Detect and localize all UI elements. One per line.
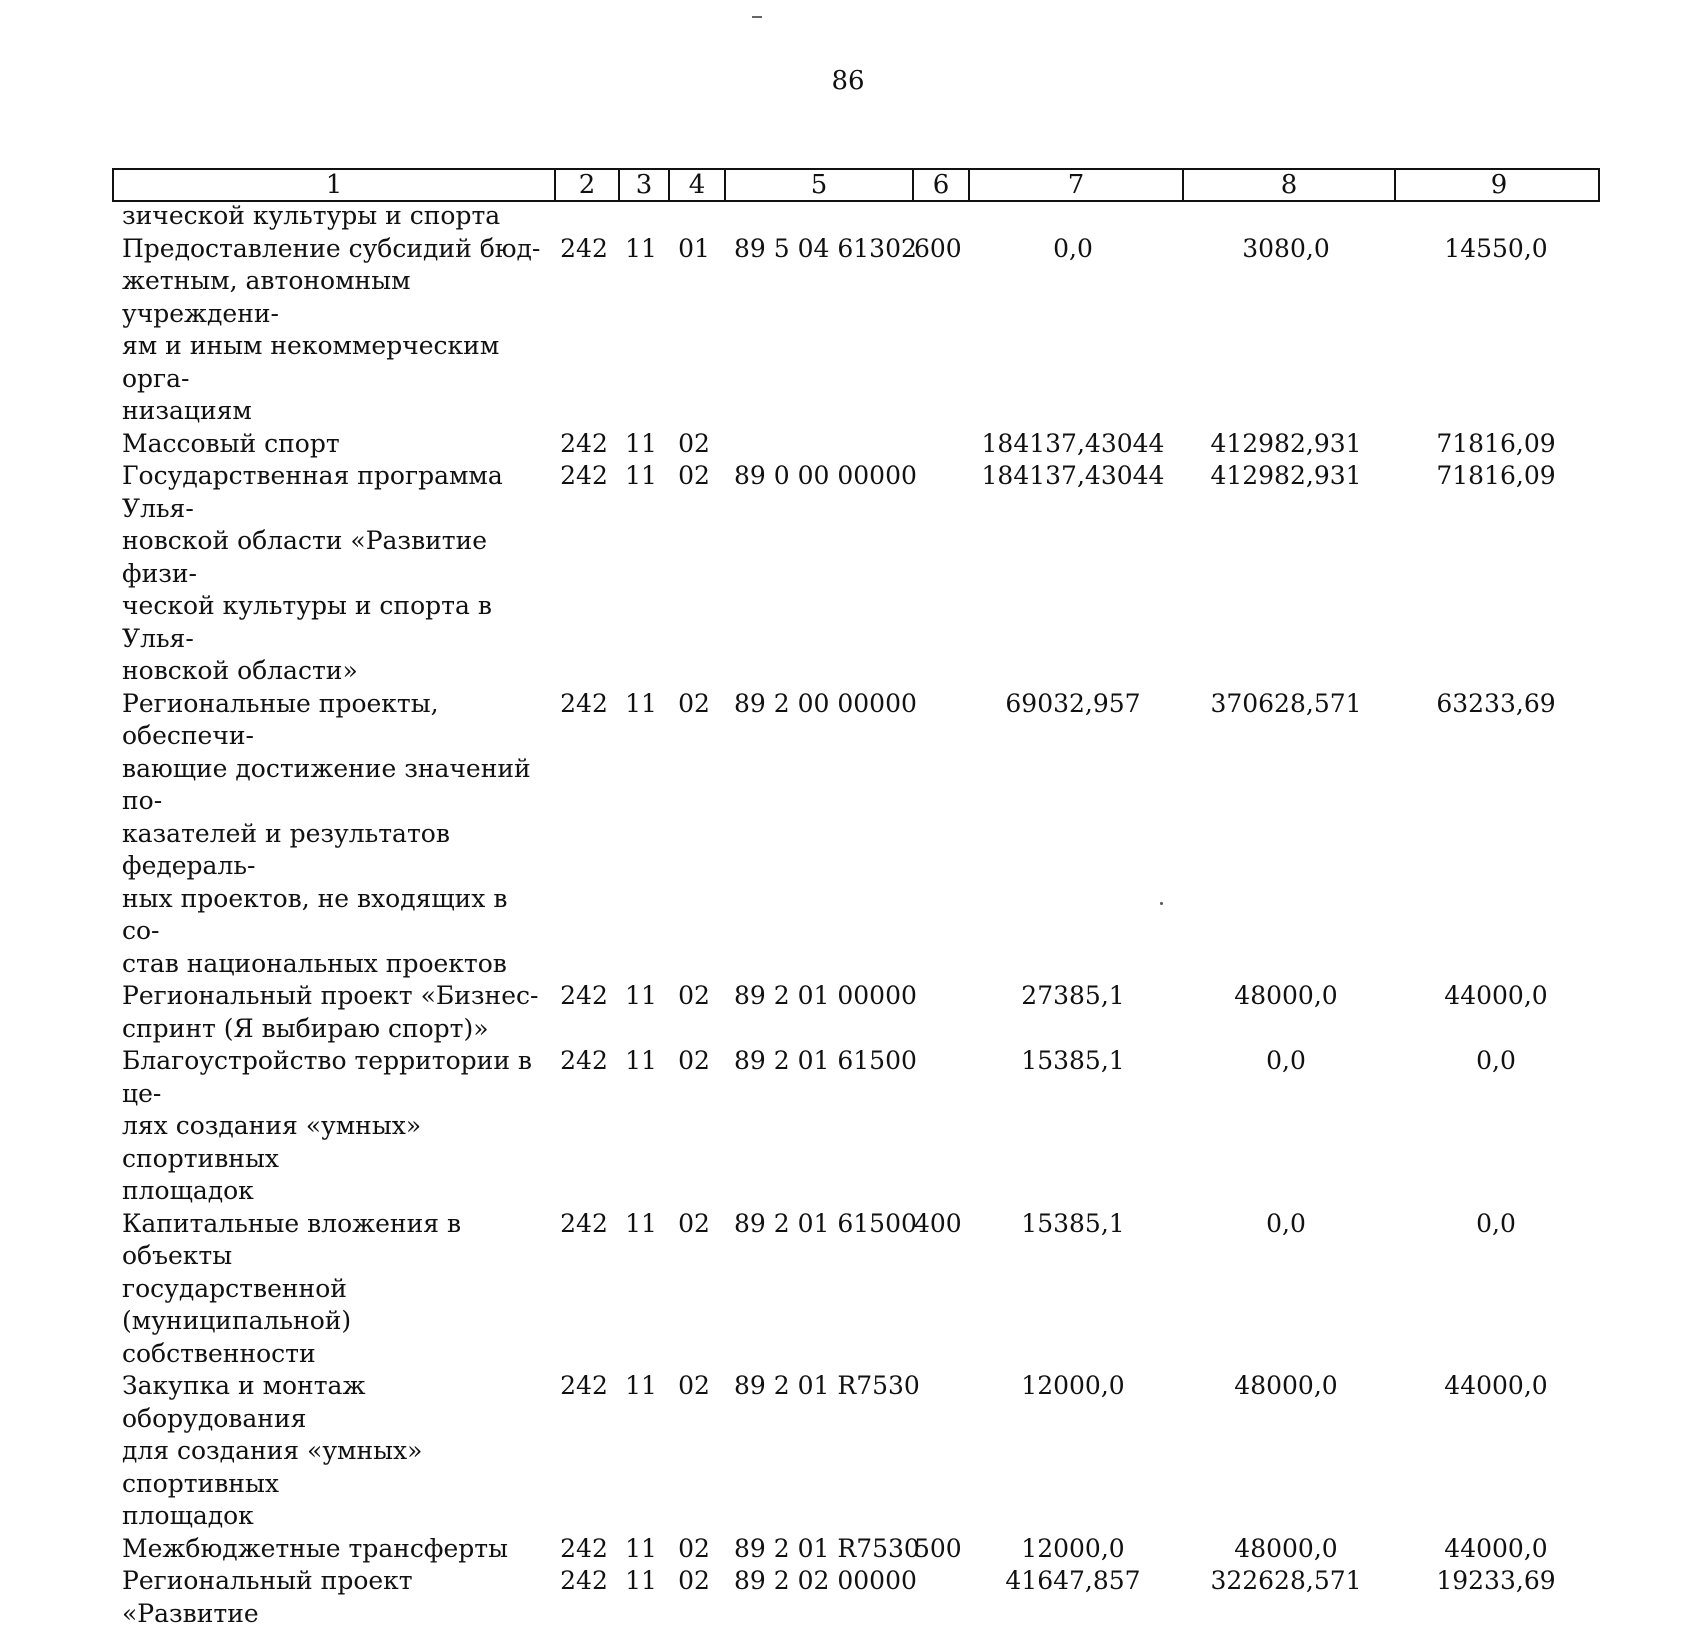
row-col-4: [666, 200, 722, 233]
header-col-6: 6: [912, 170, 968, 200]
table-row: [112, 688, 1600, 981]
row-col-7: [966, 200, 1180, 233]
row-col-7: 184137,43044: [981, 461, 1165, 490]
row-name: Капитальные вложения в объекты государственной (муниципальной) собственности: [122, 1208, 462, 1368]
row-col-6: [910, 1045, 966, 1208]
row-col-4: 02: [678, 1046, 710, 1075]
header-col-9: 9: [1394, 170, 1602, 200]
row-col-7: 15385,1: [1021, 1208, 1125, 1238]
header-col-8: 8: [1182, 170, 1394, 200]
row-name: Региональный проект «Бизнес- спринт (Я выбираю спорт)»: [122, 981, 539, 1043]
row-col-5: 89 2 02 00000: [734, 1566, 917, 1595]
row-col-2: [552, 200, 616, 233]
row-col-5: 89 2 01 61500: [734, 1208, 917, 1238]
table-row: [112, 1565, 1600, 1630]
row-name: зической культуры и спорта: [122, 201, 501, 230]
row-col-2: 242: [560, 1208, 608, 1238]
row-col-8: 322628,571: [1210, 1566, 1362, 1595]
row-col-9: 44000,0: [1444, 1533, 1548, 1563]
table-body: [112, 200, 1600, 1630]
row-col-4: 02: [678, 1371, 710, 1400]
row-col-8: 0,0: [1266, 1208, 1306, 1238]
row-col-4: 02: [678, 688, 710, 718]
row-col-8: 3080,0: [1242, 233, 1330, 263]
row-col-5: [722, 200, 910, 233]
row-col-5: 89 0 00 00000: [734, 461, 917, 490]
table-header: [112, 168, 1600, 202]
row-col-9: 0,0: [1476, 1208, 1516, 1238]
row-col-3: 11: [625, 1533, 657, 1563]
row-col-5: 89 2 01 R7530: [734, 1533, 920, 1563]
row-col-8: 370628,571: [1210, 688, 1362, 718]
row-col-8: 48000,0: [1234, 1371, 1338, 1400]
row-col-2: 242: [560, 981, 608, 1010]
table-row: [112, 1208, 1600, 1371]
row-col-9: 63233,69: [1436, 688, 1556, 718]
row-col-6: 500: [914, 1533, 962, 1563]
row-col-6: [910, 1370, 966, 1533]
row-col-2: 242: [560, 233, 608, 263]
row-col-5: 89 2 01 00000: [734, 981, 917, 1010]
table-row: [112, 980, 1600, 1045]
row-col-8: [1180, 200, 1392, 233]
row-col-4: 01: [678, 233, 710, 263]
row-col-3: 11: [625, 688, 657, 718]
row-col-2: 242: [560, 1533, 608, 1563]
row-col-4: 02: [678, 981, 710, 1010]
scan-mark: [752, 16, 762, 18]
row-col-9: 19233,69: [1436, 1566, 1556, 1595]
row-col-8: 412982,931: [1210, 428, 1362, 458]
header-col-2: 2: [554, 170, 618, 200]
row-col-2: 242: [560, 461, 608, 490]
row-col-4: 02: [678, 1208, 710, 1238]
row-col-6: [910, 980, 966, 1045]
row-col-6: 400: [914, 1208, 962, 1238]
row-name: Закупка и монтаж оборудования для создания «умных» спортивных площадок: [122, 1371, 423, 1530]
row-col-7: 0,0: [1053, 233, 1093, 263]
row-col-2: 242: [560, 688, 608, 718]
row-name: Предоставление субсидий бюд- жетным, автономным учреждени- ям и иным некоммерческим орга- низациям: [122, 233, 541, 425]
row-col-6: [910, 688, 966, 981]
row-col-4: 02: [678, 428, 710, 458]
row-col-3: 11: [625, 461, 657, 490]
row-col-7: 12000,0: [1021, 1371, 1125, 1400]
table-row: [112, 460, 1600, 688]
scan-speck: [1160, 902, 1163, 905]
table-row: [112, 1533, 1600, 1566]
row-col-6: [910, 200, 966, 233]
header-col-4: 4: [668, 170, 724, 200]
row-col-3: 11: [625, 1208, 657, 1238]
header-col-3: 3: [618, 170, 668, 200]
row-col-4: 02: [678, 461, 710, 490]
row-col-4: 02: [678, 1533, 710, 1563]
row-col-5: 89 2 01 R7530: [734, 1371, 920, 1400]
row-col-5: 89 2 00 00000: [734, 688, 917, 718]
row-col-8: 48000,0: [1234, 1533, 1338, 1563]
row-col-7: 27385,1: [1021, 981, 1125, 1010]
row-name: Региональные проекты, обеспечи- вающие достижение значений по- казателей и результатов федераль- ных проектов, не входящих в со- став национальных проектов: [122, 688, 531, 978]
row-col-7: 12000,0: [1021, 1533, 1125, 1563]
row-col-7: 69032,957: [1005, 688, 1141, 718]
page-number: 86: [831, 66, 865, 96]
row-col-9: 44000,0: [1444, 981, 1548, 1010]
row-col-2: 242: [560, 1566, 608, 1595]
row-col-5: [722, 428, 910, 461]
row-col-3: 11: [625, 1046, 657, 1075]
header-col-5: 5: [724, 170, 912, 200]
row-col-7: 184137,43044: [981, 428, 1165, 458]
row-col-3: 11: [625, 1566, 657, 1595]
row-col-3: [616, 200, 666, 233]
row-col-3: 11: [625, 233, 657, 263]
row-col-3: 11: [625, 981, 657, 1010]
row-name: Благоустройство территории в це- лях создания «умных» спортивных площадок: [122, 1046, 532, 1205]
row-col-6: 600: [914, 233, 962, 263]
row-col-7: 15385,1: [1021, 1046, 1125, 1075]
table-row: [112, 233, 1600, 428]
row-col-8: 0,0: [1266, 1046, 1306, 1075]
header-col-1: 1: [325, 170, 343, 200]
row-col-7: 41647,857: [1005, 1566, 1141, 1595]
row-col-9: 44000,0: [1444, 1371, 1548, 1400]
row-col-4: 02: [678, 1566, 710, 1595]
row-col-9: 71816,09: [1436, 428, 1556, 458]
table-row: [112, 428, 1600, 461]
row-col-8: 412982,931: [1210, 461, 1362, 490]
row-col-2: 242: [560, 1046, 608, 1075]
row-col-2: 242: [560, 428, 608, 458]
row-col-3: 11: [625, 428, 657, 458]
row-col-9: [1392, 200, 1600, 233]
row-col-8: 48000,0: [1234, 981, 1338, 1010]
row-col-3: 11: [625, 1371, 657, 1400]
row-col-9: 71816,09: [1436, 461, 1556, 490]
row-col-2: 242: [560, 1371, 608, 1400]
row-name: Государственная программа Улья- новской области «Развитие физи- ческой культуры и спорта в Улья- новской области»: [122, 461, 503, 685]
row-col-5: 89 5 04 61302: [734, 233, 917, 263]
row-name: Массовый спорт: [122, 428, 340, 458]
row-col-9: 0,0: [1476, 1046, 1516, 1075]
table-row: [112, 200, 1600, 233]
row-col-6: [910, 428, 966, 461]
header-col-7: 7: [968, 170, 1182, 200]
table-row: [112, 1370, 1600, 1533]
table-row: [112, 1045, 1600, 1208]
row-col-6: [910, 460, 966, 688]
row-col-6: [910, 1565, 966, 1630]
row-name: Региональный проект «Развитие: [122, 1566, 413, 1628]
row-col-5: 89 2 01 61500: [734, 1046, 917, 1075]
row-name: Межбюджетные трансферты: [122, 1533, 509, 1563]
row-col-9: 14550,0: [1444, 233, 1548, 263]
